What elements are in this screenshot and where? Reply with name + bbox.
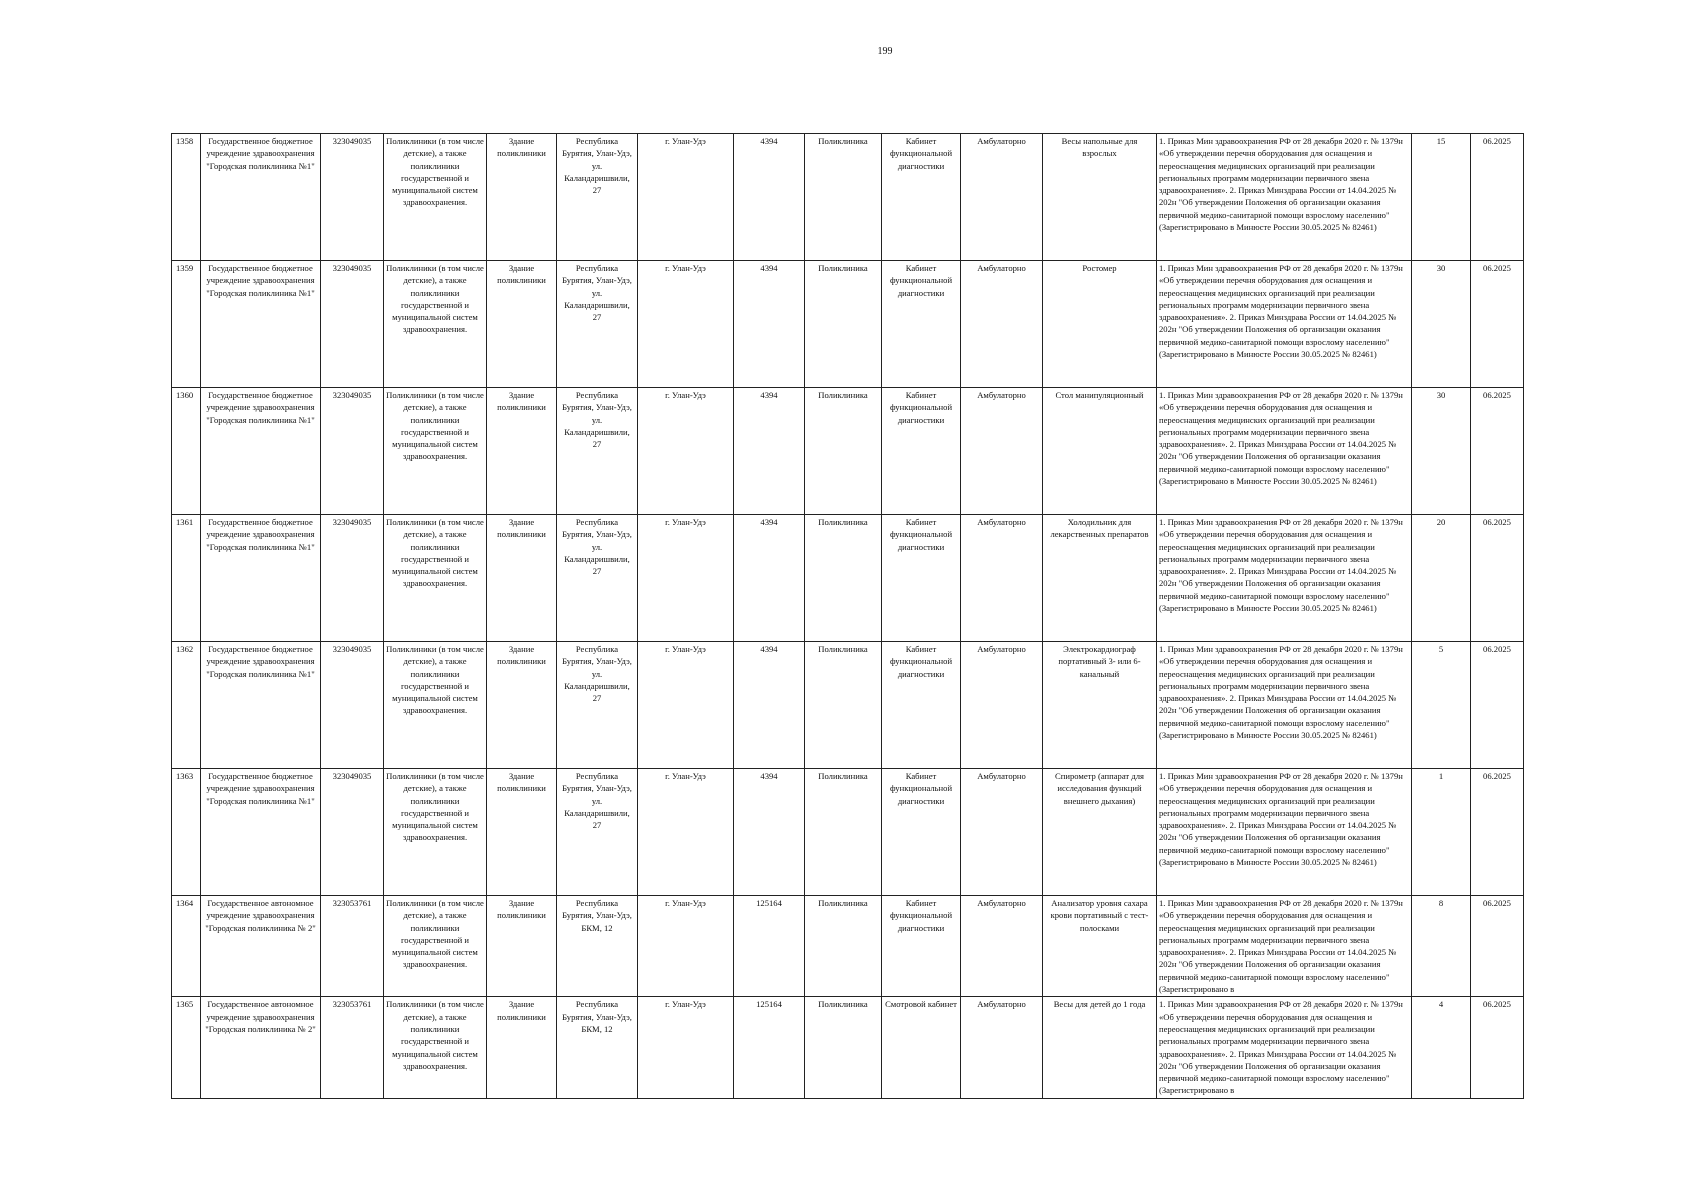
- room: Кабинет функциональной диагностики: [882, 515, 961, 642]
- delivery-date: 06.2025: [1471, 997, 1524, 1098]
- row-number: 1358: [172, 134, 201, 261]
- legal-basis: 1. Приказ Мин здравоохранения РФ от 28 декабря 2020 г. № 1379н «Об утверждении перечня оборудования для оснащения и переоснащения медицинских организаций при реализации региональных программ модернизации первичного звена здравоохранения». 2. Приказ Минздрава России от 14.04.2025 № 202н "Об утверждении Положения об организации оказания первичной медико-санитарной помощи взрослому населению" (Зарегистрировано в Минюсте России 30.05.2025 № 82461): [1157, 642, 1412, 769]
- unit: Поликлиника: [805, 134, 882, 261]
- organization-name: Государственное бюджетное учреждение здравоохранения "Городская поликлиника №1": [201, 388, 321, 515]
- quantity: 5: [1412, 642, 1471, 769]
- city: г. Улан-Удэ: [638, 769, 734, 896]
- equipment-name: Анализатор уровня сахара крови портативный с тест-полосками: [1043, 896, 1157, 997]
- organization-name: Государственное автономное учреждение здравоохранения "Городская поликлиника № 2": [201, 997, 321, 1098]
- quantity: 4: [1412, 997, 1471, 1098]
- city: г. Улан-Удэ: [638, 642, 734, 769]
- building-name: Здание поликлиники: [487, 261, 557, 388]
- building-name: Здание поликлиники: [487, 997, 557, 1098]
- care-type: Амбулаторно: [961, 134, 1043, 261]
- organization-name: Государственное бюджетное учреждение здравоохранения "Городская поликлиника №1": [201, 515, 321, 642]
- address: Республика Бурятия, Улан-Удэ, ул. Каландаришвили, 27: [557, 769, 638, 896]
- building-code: 4394: [734, 515, 805, 642]
- table-body: [172, 134, 1524, 1099]
- equipment-name: Весы для детей до 1 года: [1043, 997, 1157, 1098]
- inn-code: 323053761: [321, 896, 384, 997]
- address: Республика Бурятия, Улан-Удэ, ул. Каландаришвили, 27: [557, 261, 638, 388]
- room: Кабинет функциональной диагностики: [882, 388, 961, 515]
- legal-basis: 1. Приказ Мин здравоохранения РФ от 28 декабря 2020 г. № 1379н «Об утверждении перечня оборудования для оснащения и переоснащения медицинских организаций при реализации региональных программ модернизации первичного звена здравоохранения». 2. Приказ Минздрава России от 14.04.2025 № 202н "Об утверждении Положения об организации оказания первичной медико-санитарной помощи взрослому населению" (Зарегистрировано в: [1157, 896, 1412, 997]
- legal-basis: 1. Приказ Мин здравоохранения РФ от 28 декабря 2020 г. № 1379н «Об утверждении перечня оборудования для оснащения и переоснащения медицинских организаций при реализации региональных программ модернизации первичного звена здравоохранения». 2. Приказ Минздрава России от 14.04.2025 № 202н "Об утверждении Положения об организации оказания первичной медико-санитарной помощи взрослому населению" (Зарегистрировано в Минюсте России 30.05.2025 № 82461): [1157, 515, 1412, 642]
- row-number: 1359: [172, 261, 201, 388]
- facility-type: Поликлиники (в том числе детские), а также поликлиники государственной и муниципальной систем здравоохранения.: [384, 515, 487, 642]
- equipment-name: Ростомер: [1043, 261, 1157, 388]
- legal-basis: 1. Приказ Мин здравоохранения РФ от 28 декабря 2020 г. № 1379н «Об утверждении перечня оборудования для оснащения и переоснащения медицинских организаций при реализации региональных программ модернизации первичного звена здравоохранения». 2. Приказ Минздрава России от 14.04.2025 № 202н "Об утверждении Положения об организации оказания первичной медико-санитарной помощи взрослому населению" (Зарегистрировано в Минюсте России 30.05.2025 № 82461): [1157, 388, 1412, 515]
- city: г. Улан-Удэ: [638, 261, 734, 388]
- facility-type: Поликлиники (в том числе детские), а также поликлиники государственной и муниципальной систем здравоохранения.: [384, 769, 487, 896]
- building-name: Здание поликлиники: [487, 896, 557, 997]
- building-code: 4394: [734, 769, 805, 896]
- equipment-name: Электрокардиограф портативный 3- или 6-канальный: [1043, 642, 1157, 769]
- city: г. Улан-Удэ: [638, 388, 734, 515]
- facility-type: Поликлиники (в том числе детские), а также поликлиники государственной и муниципальной систем здравоохранения.: [384, 997, 487, 1098]
- city: г. Улан-Удэ: [638, 896, 734, 997]
- organization-name: Государственное автономное учреждение здравоохранения "Городская поликлиника № 2": [201, 896, 321, 997]
- table-row: [172, 769, 1524, 896]
- equipment-registry-table: [171, 133, 1524, 1099]
- quantity: 8: [1412, 896, 1471, 997]
- row-number: 1363: [172, 769, 201, 896]
- building-code: 4394: [734, 642, 805, 769]
- table-row: [172, 896, 1524, 997]
- inn-code: 323049035: [321, 642, 384, 769]
- table-row: [172, 515, 1524, 642]
- building-name: Здание поликлиники: [487, 134, 557, 261]
- care-type: Амбулаторно: [961, 642, 1043, 769]
- building-code: 125164: [734, 896, 805, 997]
- quantity: 30: [1412, 388, 1471, 515]
- unit: Поликлиника: [805, 388, 882, 515]
- inn-code: 323053761: [321, 997, 384, 1098]
- care-type: Амбулаторно: [961, 515, 1043, 642]
- delivery-date: 06.2025: [1471, 261, 1524, 388]
- building-code: 4394: [734, 261, 805, 388]
- address: Республика Бурятия, Улан-Удэ, БКМ, 12: [557, 997, 638, 1098]
- equipment-name: Стол манипуляционный: [1043, 388, 1157, 515]
- row-number: 1365: [172, 997, 201, 1098]
- unit: Поликлиника: [805, 997, 882, 1098]
- unit: Поликлиника: [805, 261, 882, 388]
- facility-type: Поликлиники (в том числе детские), а также поликлиники государственной и муниципальной систем здравоохранения.: [384, 261, 487, 388]
- table-row: [172, 134, 1524, 261]
- address: Республика Бурятия, Улан-Удэ, ул. Каландаришвили, 27: [557, 134, 638, 261]
- row-number: 1364: [172, 896, 201, 997]
- organization-name: Государственное бюджетное учреждение здравоохранения "Городская поликлиника №1": [201, 769, 321, 896]
- care-type: Амбулаторно: [961, 261, 1043, 388]
- building-name: Здание поликлиники: [487, 769, 557, 896]
- table-row: [172, 261, 1524, 388]
- row-number: 1362: [172, 642, 201, 769]
- building-code: 4394: [734, 388, 805, 515]
- organization-name: Государственное бюджетное учреждение здравоохранения "Городская поликлиника №1": [201, 134, 321, 261]
- address: Республика Бурятия, Улан-Удэ, ул. Каландаришвили, 27: [557, 642, 638, 769]
- table-row: [172, 388, 1524, 515]
- building-code: 125164: [734, 997, 805, 1098]
- building-name: Здание поликлиники: [487, 515, 557, 642]
- legal-basis: 1. Приказ Мин здравоохранения РФ от 28 декабря 2020 г. № 1379н «Об утверждении перечня оборудования для оснащения и переоснащения медицинских организаций при реализации региональных программ модернизации первичного звена здравоохранения». 2. Приказ Минздрава России от 14.04.2025 № 202н "Об утверждении Положения об организации оказания первичной медико-санитарной помощи взрослому населению" (Зарегистрировано в Минюсте России 30.05.2025 № 82461): [1157, 134, 1412, 261]
- table-row: [172, 642, 1524, 769]
- delivery-date: 06.2025: [1471, 515, 1524, 642]
- building-name: Здание поликлиники: [487, 388, 557, 515]
- care-type: Амбулаторно: [961, 997, 1043, 1098]
- quantity: 30: [1412, 261, 1471, 388]
- room: Кабинет функциональной диагностики: [882, 134, 961, 261]
- facility-type: Поликлиники (в том числе детские), а также поликлиники государственной и муниципальной систем здравоохранения.: [384, 896, 487, 997]
- facility-type: Поликлиники (в том числе детские), а также поликлиники государственной и муниципальной систем здравоохранения.: [384, 388, 487, 515]
- quantity: 15: [1412, 134, 1471, 261]
- address: Республика Бурятия, Улан-Удэ, ул. Каландаришвили, 27: [557, 515, 638, 642]
- page-number: 199: [877, 46, 893, 57]
- unit: Поликлиника: [805, 642, 882, 769]
- address: Республика Бурятия, Улан-Удэ, ул. Каландаришвили, 27: [557, 388, 638, 515]
- quantity: 20: [1412, 515, 1471, 642]
- organization-name: Государственное бюджетное учреждение здравоохранения "Городская поликлиника №1": [201, 642, 321, 769]
- unit: Поликлиника: [805, 515, 882, 642]
- row-number: 1361: [172, 515, 201, 642]
- unit: Поликлиника: [805, 896, 882, 997]
- facility-type: Поликлиники (в том числе детские), а также поликлиники государственной и муниципальной систем здравоохранения.: [384, 134, 487, 261]
- inn-code: 323049035: [321, 515, 384, 642]
- care-type: Амбулаторно: [961, 896, 1043, 997]
- room: Кабинет функциональной диагностики: [882, 896, 961, 997]
- care-type: Амбулаторно: [961, 769, 1043, 896]
- equipment-name: Весы напольные для взрослых: [1043, 134, 1157, 261]
- room: Кабинет функциональной диагностики: [882, 769, 961, 896]
- facility-type: Поликлиники (в том числе детские), а также поликлиники государственной и муниципальной систем здравоохранения.: [384, 642, 487, 769]
- table-row: [172, 997, 1524, 1098]
- equipment-name: Холодильник для лекарственных препаратов: [1043, 515, 1157, 642]
- inn-code: 323049035: [321, 134, 384, 261]
- delivery-date: 06.2025: [1471, 896, 1524, 997]
- inn-code: 323049035: [321, 388, 384, 515]
- delivery-date: 06.2025: [1471, 642, 1524, 769]
- quantity: 1: [1412, 769, 1471, 896]
- care-type: Амбулаторно: [961, 388, 1043, 515]
- building-code: 4394: [734, 134, 805, 261]
- address: Республика Бурятия, Улан-Удэ, БКМ, 12: [557, 896, 638, 997]
- city: г. Улан-Удэ: [638, 134, 734, 261]
- delivery-date: 06.2025: [1471, 134, 1524, 261]
- room: Кабинет функциональной диагностики: [882, 642, 961, 769]
- legal-basis: 1. Приказ Мин здравоохранения РФ от 28 декабря 2020 г. № 1379н «Об утверждении перечня оборудования для оснащения и переоснащения медицинских организаций при реализации региональных программ модернизации первичного звена здравоохранения». 2. Приказ Минздрава России от 14.04.2025 № 202н "Об утверждении Положения об организации оказания первичной медико-санитарной помощи взрослому населению" (Зарегистрировано в: [1157, 997, 1412, 1098]
- city: г. Улан-Удэ: [638, 515, 734, 642]
- room: Кабинет функциональной диагностики: [882, 261, 961, 388]
- equipment-name: Спирометр (аппарат для исследования функций внешнего дыхания): [1043, 769, 1157, 896]
- delivery-date: 06.2025: [1471, 769, 1524, 896]
- city: г. Улан-Удэ: [638, 997, 734, 1098]
- delivery-date: 06.2025: [1471, 388, 1524, 515]
- inn-code: 323049035: [321, 769, 384, 896]
- room: Смотровой кабинет: [882, 997, 961, 1098]
- unit: Поликлиника: [805, 769, 882, 896]
- organization-name: Государственное бюджетное учреждение здравоохранения "Городская поликлиника №1": [201, 261, 321, 388]
- building-name: Здание поликлиники: [487, 642, 557, 769]
- row-number: 1360: [172, 388, 201, 515]
- inn-code: 323049035: [321, 261, 384, 388]
- legal-basis: 1. Приказ Мин здравоохранения РФ от 28 декабря 2020 г. № 1379н «Об утверждении перечня оборудования для оснащения и переоснащения медицинских организаций при реализации региональных программ модернизации первичного звена здравоохранения». 2. Приказ Минздрава России от 14.04.2025 № 202н "Об утверждении Положения об организации оказания первичной медико-санитарной помощи взрослому населению" (Зарегистрировано в Минюсте России 30.05.2025 № 82461): [1157, 769, 1412, 896]
- legal-basis: 1. Приказ Мин здравоохранения РФ от 28 декабря 2020 г. № 1379н «Об утверждении перечня оборудования для оснащения и переоснащения медицинских организаций при реализации региональных программ модернизации первичного звена здравоохранения». 2. Приказ Минздрава России от 14.04.2025 № 202н "Об утверждении Положения об организации оказания первичной медико-санитарной помощи взрослому населению" (Зарегистрировано в Минюсте России 30.05.2025 № 82461): [1157, 261, 1412, 388]
